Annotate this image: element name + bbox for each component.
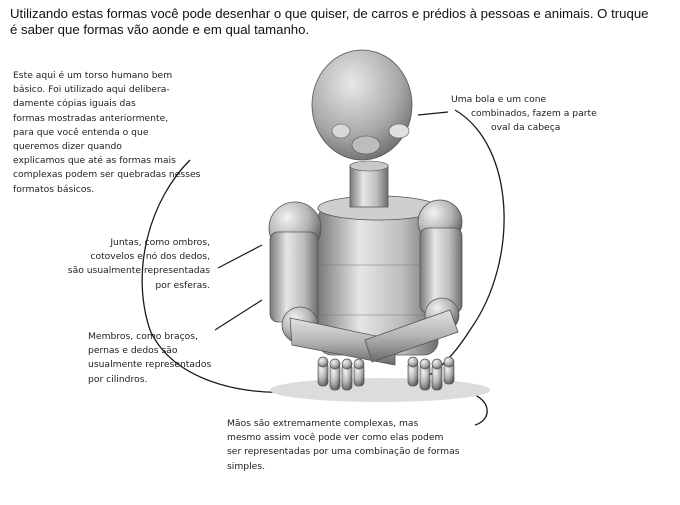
annotation-head [451,93,597,136]
head [312,50,412,160]
annotation-line: Mãos são extremamente complexas, mas [227,418,419,429]
annotation-line: explicamos que até as formas mais [13,155,176,167]
annotation-line: pernas e dedos são [88,345,178,357]
annotation-line: são usualmente representadas [67,265,210,277]
annotation-limbs [88,330,211,387]
annotation-line: complexas podem ser quebradas nesses [13,169,201,181]
intro-line-1: Utilizando estas formas você pode desenhar o que quiser, de carros e prédios à pessoas e animais. O truque [10,6,649,21]
figure-shadow [270,378,490,402]
annotation-line: usualmente representados [88,359,212,371]
annotation-line: oval da cabeça [491,122,561,134]
annotation-line: básico. Foi utilizado aqui delibera- [13,84,170,96]
pointer-hands [470,393,487,425]
annotation-joints [40,236,210,293]
annotation-line: Juntas, como ombros, [110,237,210,248]
annotation-line: formas mostradas anteriormente, [13,112,169,124]
pointer-limbs [215,300,262,330]
annotation-line: cotovelos e nó dos dedos, [90,251,210,263]
annotation-line: Membros, como braços, [88,331,198,342]
annotation-line: mesmo assim você pode ver como elas podem [227,432,444,444]
annotation-line: ser representadas por uma combinação de formas [227,446,460,458]
pointer-head [418,112,448,115]
annotation-line: Uma bola e um cone [451,94,547,105]
neck [350,161,388,207]
annotation-line: combinados, fazem a parte [471,108,597,120]
annotation-line: para que você entenda o que [13,126,149,138]
annotation-line: por esferas. [155,279,210,291]
annotation-line: formatos básicos. [13,183,95,195]
pointer-joints [218,245,262,268]
annotation-line: Este aqui é um torso humano bem [13,70,173,81]
annotation-line: damente cópias iguais das [13,98,136,110]
annotation-line: queremos dizer quando [13,141,122,153]
annotation-torso [13,69,200,197]
intro-line-2: é saber que formas vão aonde e em qual tamanho. [10,22,310,37]
annotation-line: simples. [227,460,266,472]
annotation-line: por cilindros. [88,373,148,385]
annotation-hands [227,417,460,474]
